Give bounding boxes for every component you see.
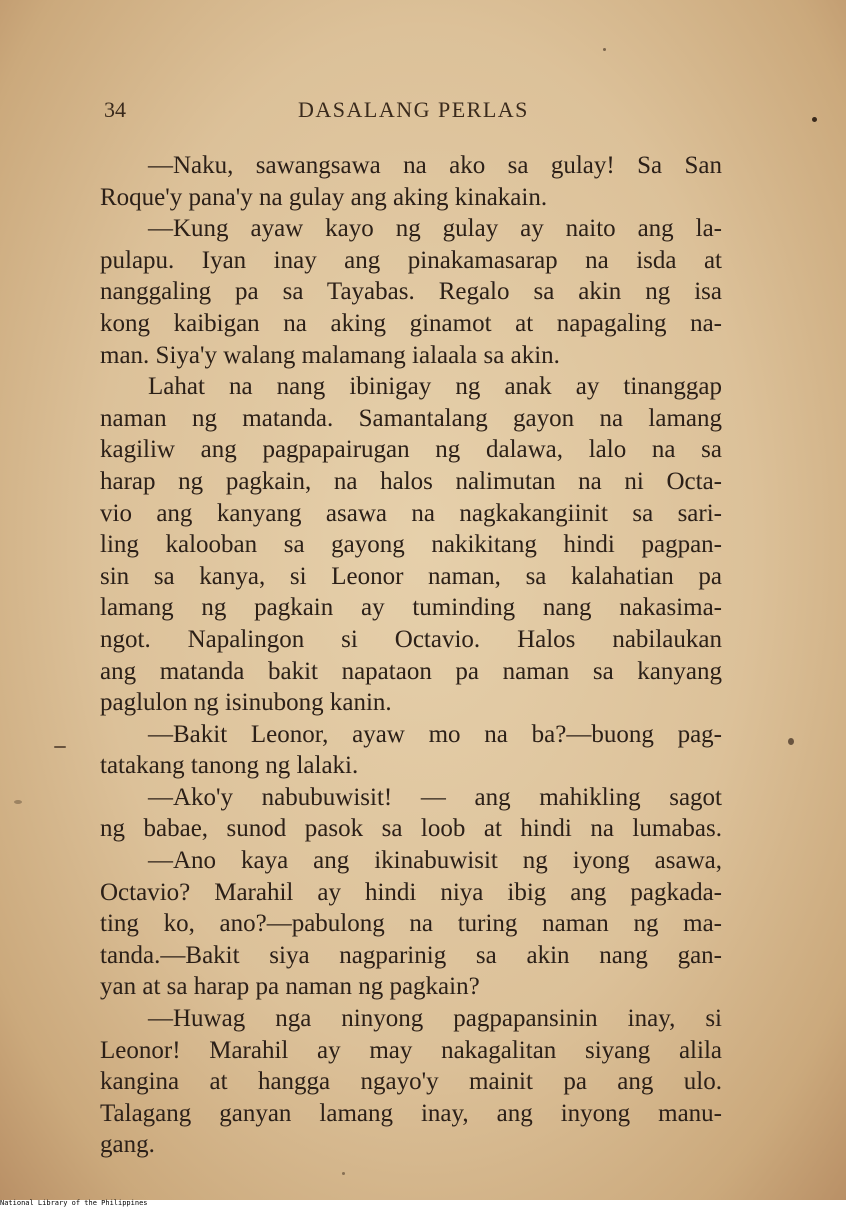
paper-speck [54, 746, 66, 748]
paper-speck [603, 48, 606, 51]
text-line: ting ko, ano?—pabulong na turing naman ng ma- [100, 910, 722, 938]
paper-speck [788, 738, 794, 745]
text-line: gang. [100, 1131, 155, 1159]
text-line: Roque'y pana'y na gulay ang aking kinakain. [100, 183, 548, 211]
text-line: yan at sa harap pa naman ng pagkain? [100, 973, 480, 1001]
text-line: nanggaling pa sa Tayabas. Regalo sa akin ng isa [100, 278, 722, 306]
text-line: ling kalooban sa gayong nakikitang hindi pagpan- [100, 531, 722, 559]
text-line: harap ng pagkain, na halos nalimutan na ni Octa- [100, 467, 722, 495]
text-line: —Huwag nga ninyong pagpapansinin inay, si [148, 1005, 722, 1033]
body-text [100, 150, 722, 1161]
text-line: —Naku, sawangsawa na ako sa gulay! Sa San [148, 152, 722, 179]
page-header [0, 97, 846, 127]
text-line: —Ako'y nabubuwisit! — ang mahikling sagot [148, 783, 722, 811]
text-line: naman ng matanda. Samantalang gayon na lamang [100, 404, 722, 432]
text-line: Octavio? Marahil ay hindi niya ibig ang pagkada- [100, 878, 722, 906]
text-line: lamang ng pagkain ay tuminding nang nakasima- [100, 594, 722, 622]
text-line: kagiliw ang pagpapairugan ng dalawa, lalo na sa [100, 436, 722, 464]
paper-speck [14, 800, 22, 804]
text-line: —Bakit Leonor, ayaw mo na ba?—buong pag- [148, 720, 722, 748]
paper-speck [812, 117, 817, 122]
text-line: vio ang kanyang asawa na nagkakangiinit sa sari- [100, 499, 722, 527]
text-line: pulapu. Iyan inay ang pinakamasarap na isda at [100, 246, 722, 274]
text-line: —Ano kaya ang ikinabuwisit ng iyong asawa, [148, 847, 722, 875]
text-line: ng babae, sunod pasok sa loob at hindi na lumabas. [100, 815, 722, 843]
text-line: Leonor! Marahil ay may nakagalitan siyang alila [100, 1036, 722, 1064]
text-line: man. Siya'y walang malamang ialaala sa akin. [100, 341, 560, 369]
text-line: —Kung ayaw kayo ng gulay ay naito ang la- [148, 215, 722, 243]
text-line: tatakang tanong ng lalaki. [100, 752, 359, 780]
text-line: Lahat na nang ibinigay ng anak ay tinanggap [148, 373, 722, 401]
paper-speck [342, 1172, 345, 1175]
text-line: tanda.—Bakit siya nagparinig sa akin nang gan- [100, 941, 722, 969]
text-line: paglulon ng isinubong kanin. [100, 689, 392, 717]
text-line: Talagang ganyan lamang inay, ang inyong manu- [100, 1099, 722, 1127]
text-line: kangina at hangga ngayo'y mainit pa ang ulo. [100, 1068, 722, 1096]
page-number: 34 [104, 97, 126, 122]
library-credit: National Library of the Philippines [0, 1199, 148, 1207]
running-title: DASALANG PERLAS [298, 97, 529, 122]
text-line: sin sa kanya, si Leonor naman, sa kalahatian pa [100, 562, 722, 590]
text-line: ngot. Napalingon si Octavio. Halos nabilaukan [100, 625, 722, 653]
text-line: kong kaibigan na aking ginamot at napagaling na- [100, 309, 722, 337]
text-line: ang matanda bakit napataon pa naman sa kanyang [100, 657, 722, 685]
